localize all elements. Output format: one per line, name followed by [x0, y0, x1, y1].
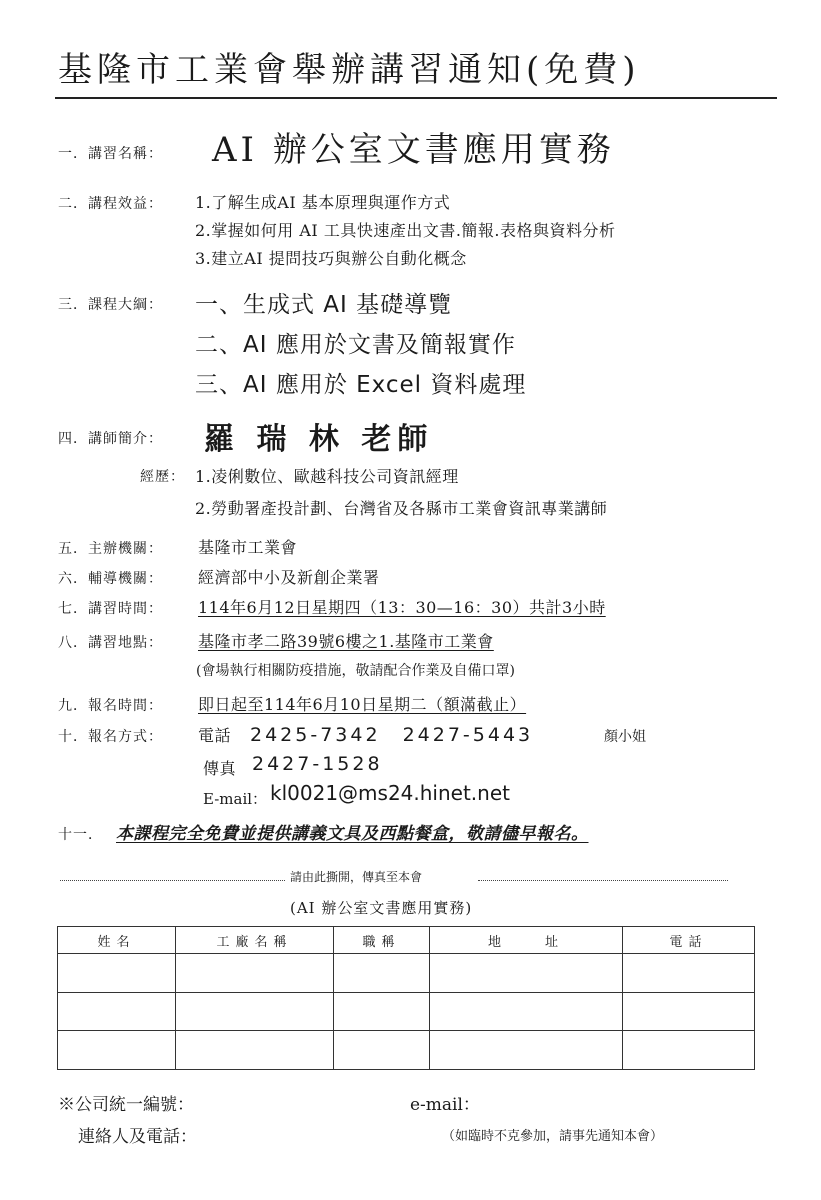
experience-item: 2.勞動署產投計劃、台灣省及各縣市工業會資訊專業講師 [195, 499, 608, 518]
page-title: 基隆市工業會舉辦講習通知(免費) [58, 50, 641, 90]
lecturer-label: 四．講師簡介： [58, 431, 163, 447]
table-cell[interactable] [176, 1031, 334, 1070]
col-header-address: 地 址 [430, 927, 623, 954]
location-note: (會場執行相關防疫措施，敬請配合作業及自備口罩) [196, 663, 515, 679]
advisor-label: 六．輔導機關： [58, 571, 163, 587]
advisor-value: 經濟部中小及新創企業署 [198, 568, 380, 587]
col-header-phone: 電話 [623, 927, 755, 954]
table-header-row [58, 927, 755, 954]
registration-method-label: 十．報名方式： [58, 729, 163, 745]
tear-instruction: 請由此撕開，傳真至本會 [290, 870, 423, 884]
experience-item: 1.凌俐數位、歐越科技公司資訊經理 [195, 467, 459, 486]
contact-person: 顏小姐 [604, 729, 646, 745]
table-cell[interactable] [176, 954, 334, 993]
outline-label: 三．課程大綱： [58, 297, 163, 313]
table-cell[interactable] [430, 1031, 623, 1070]
registration-time-label: 九．報名時間： [58, 698, 163, 714]
table-cell[interactable] [58, 1031, 176, 1070]
benefit-item: 2.掌握如何用 AI 工具快速產出文書.簡報.表格與資料分析 [195, 221, 616, 240]
table-row [58, 954, 755, 993]
time-label: 七．講習時間： [58, 601, 163, 617]
location-value: 基隆市孝二路39號6樓之1.基隆市工業會 [198, 632, 494, 651]
tax-id-label: ※公司統一編號： [58, 1095, 194, 1115]
table-cell[interactable] [623, 1031, 755, 1070]
table-cell[interactable] [334, 992, 430, 1031]
tear-line-left [60, 880, 285, 881]
lecturer-name: 羅 瑞 林 老師 [204, 422, 434, 457]
benefits-label: 二．講程效益： [58, 196, 163, 212]
table-cell[interactable] [334, 1031, 430, 1070]
location-label: 八．講習地點： [58, 635, 163, 651]
outline-item: 三、AI 應用於 Excel 資料處理 [195, 372, 527, 398]
table-cell[interactable] [623, 954, 755, 993]
email-label: E-mail： [203, 790, 268, 808]
phone-numbers: 2425-7342 2427-5443 [250, 724, 534, 746]
table-row [58, 992, 755, 1031]
free-course-notice: 本課程完全免費並提供講義文具及西點餐盒，敬請儘早報名。 [116, 824, 589, 844]
course-name-label: 一．講習名稱： [58, 146, 163, 162]
fax-label: 傳真 [203, 759, 237, 778]
tear-line-right [478, 880, 728, 881]
phone-label: 電話 [198, 726, 232, 745]
fax-number: 2427-1528 [252, 753, 383, 775]
table-cell[interactable] [58, 954, 176, 993]
organizer-label: 五．主辦機關： [58, 541, 163, 557]
benefit-item: 1.了解生成AI 基本原理與運作方式 [195, 193, 451, 212]
table-row [58, 1031, 755, 1070]
organizer-value: 基隆市工業會 [198, 538, 298, 557]
email-value: kl0021@ms24.hinet.net [270, 781, 510, 805]
title-underline [55, 97, 777, 99]
table-cell[interactable] [58, 992, 176, 1031]
outline-item: 一、生成式 AI 基礎導覽 [195, 292, 453, 318]
form-title: (AI 辦公室文書應用實務) [290, 899, 473, 917]
experience-label: 經歷： [140, 469, 185, 485]
col-header-title: 職稱 [334, 927, 430, 954]
col-header-name: 姓名 [58, 927, 176, 954]
absence-note: （如臨時不克參加，請事先通知本會） [442, 1129, 664, 1144]
notice-label: 十一． [58, 827, 103, 843]
contact-phone-label: 連絡人及電話： [78, 1127, 197, 1147]
course-name: AI 辦公室文書應用實務 [212, 130, 615, 170]
time-value: 114年6月12日星期四（13：30—16：30）共計3小時 [198, 598, 606, 617]
registration-time-value: 即日起至114年6月10日星期二（額滿截止） [198, 695, 527, 714]
table-cell[interactable] [623, 992, 755, 1031]
table-cell[interactable] [430, 954, 623, 993]
table-cell[interactable] [334, 954, 430, 993]
outline-item: 二、AI 應用於文書及簡報實作 [195, 332, 516, 358]
footer-email-label: e-mail： [410, 1095, 480, 1115]
table-cell[interactable] [430, 992, 623, 1031]
col-header-factory: 工廠名稱 [176, 927, 334, 954]
benefit-item: 3.建立AI 提問技巧與辦公自動化概念 [195, 249, 467, 268]
registration-form-table [57, 926, 755, 1070]
table-cell[interactable] [176, 992, 334, 1031]
